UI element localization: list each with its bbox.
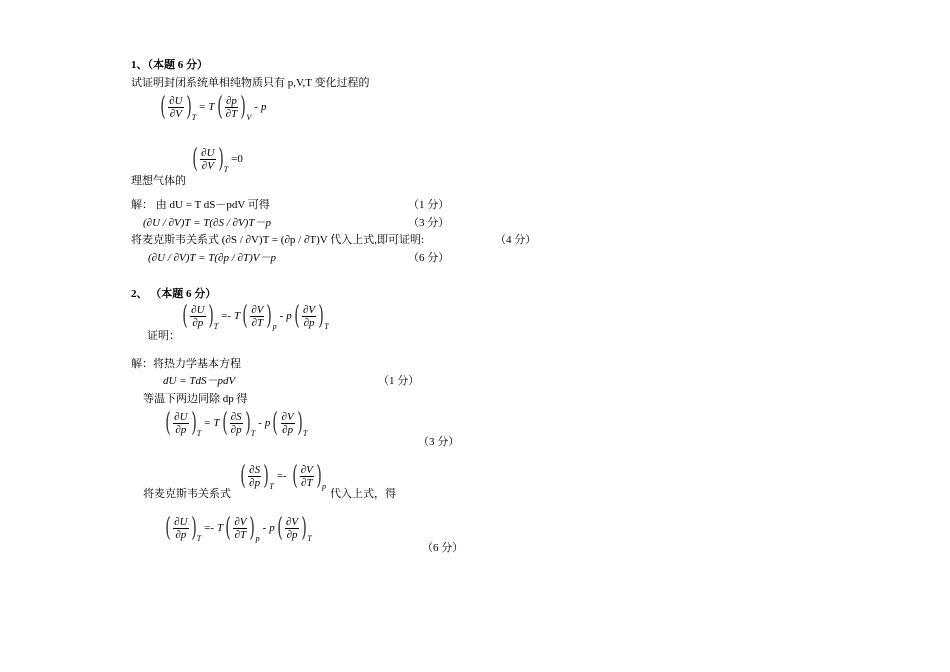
q1-solution-line2: (∂U / ∂V)T = T(∂S / ∂V)T－p [143,217,271,229]
q1-solution-line4: (∂U / ∂V)T = T(∂p / ∂T)V－p [148,252,276,264]
q1-prompt: 试证明封闭系统单相纯物质只有 p,V,T 变化过程的 [131,77,370,89]
q2-solution-line3: 等温下两边同除 dp 得 [143,393,248,405]
q1-score4: （6 分） [408,252,450,264]
q2-maxwell-formula: ( $\frac{\partial S}{\partial p}$ ) T =- ( $\frac{\partial V}{\partial T}$ ) p [240,461,327,491]
q1-solution-line1: 解： 由 dU = T dS－pdV 可得 [131,199,270,211]
q2-formula: ( $\frac{\partial U}{\partial p}$ ) T =- T ( $\frac{\partial V}{\partial T}$ ) p - p ( $\frac{\partial V}{\partial p}$ ) T [182,301,329,331]
q2-score1: （1 分） [378,375,420,387]
q2-final-formula: ( $\frac{\partial U}{\partial p}$ ) T =- T ( $\frac{\partial V}{\partial T}$ ) p - p ( $\frac{\partial V}{\partial p}$ ) T [165,513,312,543]
q2-maxwell-label: 将麦克斯韦关系式 [143,488,231,500]
q1-formula: ( $\frac{\partial U}{\partial V}$ ) T = T ( $\frac{\partial p}{\partial T}$ ) V - p [160,92,267,122]
q1-score1: （1 分） [408,199,450,211]
q1-solution-line3: 将麦克斯韦关系式 (∂S / ∂V)T = (∂p / ∂T)V 代入上式,即可证明: [131,234,425,246]
q2-maxwell-tail: 代入上式，得 [330,488,396,500]
q1-title: 1、（本题 6 分） [131,59,208,71]
q2-score3: （6 分） [422,542,464,554]
q2-solution-line2: dU = TdS－pdV [163,375,236,387]
q2-solution-line1: 解：将热力学基本方程 [131,358,241,370]
q2-formula-isothermal: ( $\frac{\partial U}{\partial p}$ ) T = T ( $\frac{\partial S}{\partial p}$ ) T - p ( $\frac{\partial V}{\partial p}$ ) T [165,408,308,438]
q2-title: 2、 （本题 6 分） [131,288,217,300]
zero-value: =0 [231,153,243,165]
q1-ideal-gas-formula: ( $\frac{\partial U}{\partial V}$ ) T =0 [192,144,243,174]
q2-score2: （3 分） [418,436,460,448]
q2-prove-label: 证明： [147,330,180,342]
q1-score3: （4 分） [495,234,537,246]
q1-score2: （3 分） [408,217,450,229]
q1-ideal-gas-label: 理想气体的 [131,175,186,187]
